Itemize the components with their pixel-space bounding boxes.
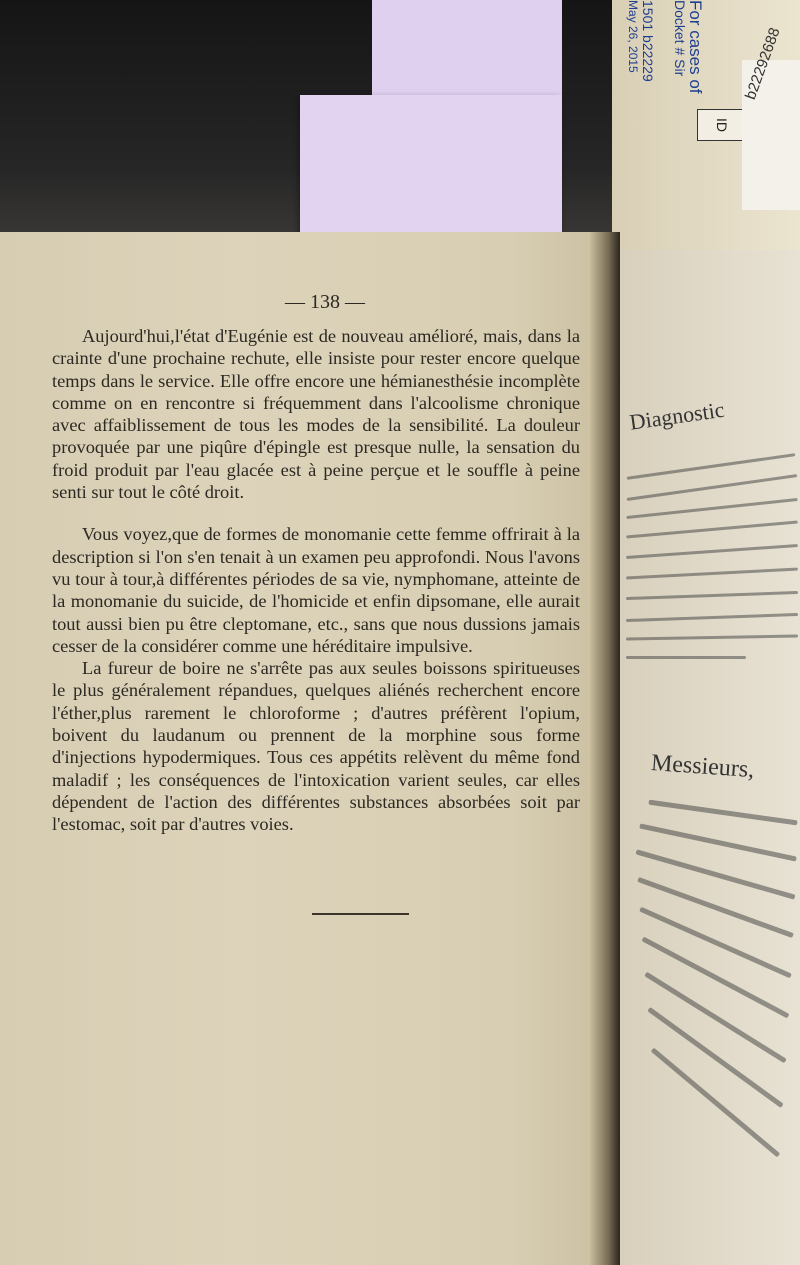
right-page-text-line: [647, 1007, 783, 1108]
right-page-text-line: [626, 591, 798, 600]
right-page-text-line: [626, 613, 798, 622]
right-page-text-line: [626, 498, 797, 519]
right-page-text-line: [627, 474, 798, 501]
paragraph-1: Aujourd'hui,l'état d'Eugénie est de nouveau amélioré, mais, dans la crainte d'une prochaine rechute, elle insiste pour rester encore quelque temps dans le service. Elle offre encore une hémianesthésie incomplète comme on en rencontre si fréquemment dans l'alcoolisme chronique avec affaiblissement de tous les modes de la sensibilité. La douleur provoquée par une piqûre d'épingle est presque nulle, la sensation du froid produit par l'eau glacée est à peine perçue et le souffle à peine senti sur tout le côté droit.: [52, 326, 580, 503]
right-page-text-line: [626, 634, 798, 640]
id-label-box: ID: [697, 109, 747, 141]
right-page-text-line: [639, 907, 792, 979]
right-page-text-line: [637, 877, 794, 938]
right-page-salutation: Messieurs,: [650, 750, 756, 784]
right-page-text-line: [627, 453, 796, 480]
bookmark-slip-back: [372, 0, 562, 110]
paragraph-2: Vous voyez,que de formes de monomanie cette femme offrirait à la description si l'on s'en tenait à un examen peu approfondi. Nous l'avons vu tour à tour,à différentes périodes de sa vie, nymphomane, atteinte de la monomanie du suicide, de l'homicide et enfin dipsomane, elle aurait tout aussi bien pu être cleptomane, etc., sans que nous dussions jamais cesser de la considérer comme une héréditaire impulsive.: [52, 524, 580, 656]
right-page-text-line: [636, 849, 796, 899]
right-page-text-line: [626, 521, 798, 539]
page-body: [52, 325, 580, 836]
slip-line-4: May 26, 2015: [626, 0, 640, 73]
right-page-heading: Diagnostic: [628, 396, 726, 435]
right-page-text-line: [626, 568, 798, 580]
bookmark-slip: [300, 95, 562, 235]
slip-line-1: For cases of: [686, 0, 705, 94]
right-page-text-line: [641, 937, 789, 1019]
slip-line-3: 1501 b22229: [640, 0, 656, 82]
right-page-text-line: [626, 656, 746, 659]
barcode-number: b22292688: [742, 25, 784, 102]
right-page-text-line: [626, 544, 798, 559]
section-rule: [312, 913, 409, 915]
right-page-angled: [618, 250, 800, 1265]
page-number: — 138 —: [285, 291, 365, 313]
book-gutter: [590, 232, 620, 1265]
paragraph-3: La fureur de boire ne s'arrête pas aux seules boissons spiritueuses le plus généralement répandues, quelques aliénés recherchent encore l'éther,plus rarement le chloroforme ; d'autres préfèrent l'opium, boivent du laudanum ou prennent de la morphine sous forme d'injections hypodermiques. Tous ces appétits relèvent du même fond maladif ; les conséquences de l'intoxication varient seules, car elles dépendent de l'action des différentes substances absorbées soit par l'estomac, soit par d'autres voies.: [52, 658, 580, 835]
right-page-text-line: [651, 1048, 781, 1158]
slip-line-2: Docket # Sir: [672, 0, 688, 77]
right-page-text-line: [648, 800, 797, 826]
